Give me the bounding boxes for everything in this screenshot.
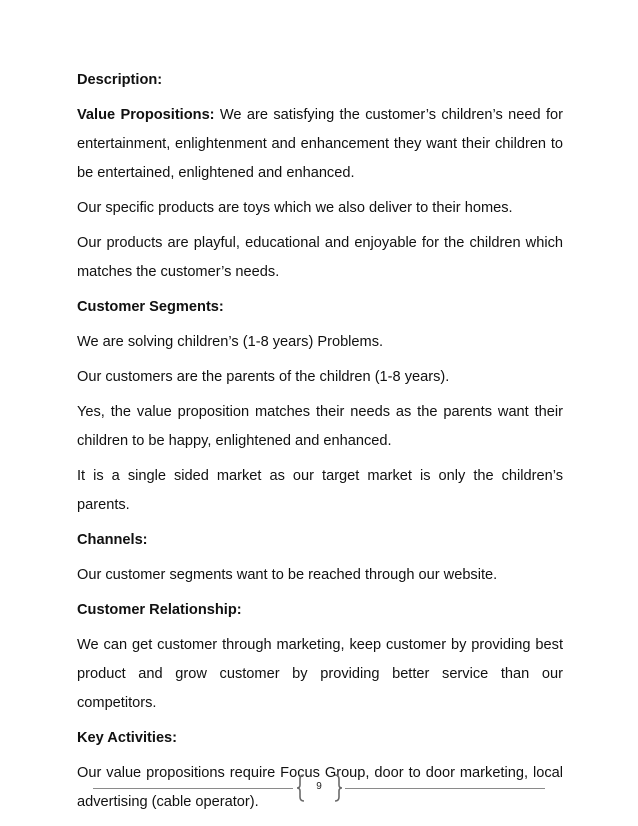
document-body bbox=[77, 66, 563, 823]
value-propositions-qualities-paragraph: Our products are playful, educational and enjoyable for the children which matches the customer’s needs. bbox=[77, 235, 563, 280]
channels-paragraph: Our customer segments want to be reached through our website. bbox=[77, 567, 498, 583]
footer-rule-left bbox=[93, 788, 293, 789]
customer-segments-heading: Customer Segments: bbox=[77, 299, 224, 315]
right-bracket-icon bbox=[333, 774, 345, 802]
footer-rule-right bbox=[345, 788, 545, 789]
key-activities-paragraph: Our value propositions require Focus Group, door to door marketing, local advertising (cable operator). bbox=[77, 765, 563, 810]
page-footer bbox=[0, 772, 638, 806]
customer-relationship-paragraph: We can get customer through marketing, keep customer by providing best product and grow customer by providing better service than our competitors. bbox=[77, 637, 563, 711]
value-propositions-paragraph bbox=[77, 101, 563, 188]
key-activities-heading: Key Activities: bbox=[77, 730, 178, 746]
page-number: 9 bbox=[316, 781, 322, 792]
value-propositions-products-paragraph: Our specific products are toys which we also deliver to their homes. bbox=[77, 200, 513, 216]
customer-relationship-heading: Customer Relationship: bbox=[77, 602, 242, 618]
customer-segments-match-paragraph: Yes, the value proposition matches their needs as the parents want their children to be happy, enlightened and enhanced. bbox=[77, 404, 563, 449]
left-bracket-icon bbox=[294, 774, 306, 802]
customer-segments-market-paragraph: It is a single sided market as our target market is only the children’s parents. bbox=[77, 468, 563, 513]
description-heading: Description: bbox=[77, 72, 163, 88]
value-propositions-heading: Value Propositions: bbox=[77, 107, 215, 123]
customer-segments-problem-paragraph: We are solving children’s (1-8 years) Problems. bbox=[77, 334, 384, 350]
value-propositions-text: We are satisfying the customer’s children’s need for entertainment, enlightenment and enhancement they want their children to be entertained, enlightened and enhanced. bbox=[77, 107, 563, 181]
customer-segments-customers-paragraph: Our customers are the parents of the children (1-8 years). bbox=[77, 369, 450, 385]
channels-heading: Channels: bbox=[77, 532, 148, 548]
